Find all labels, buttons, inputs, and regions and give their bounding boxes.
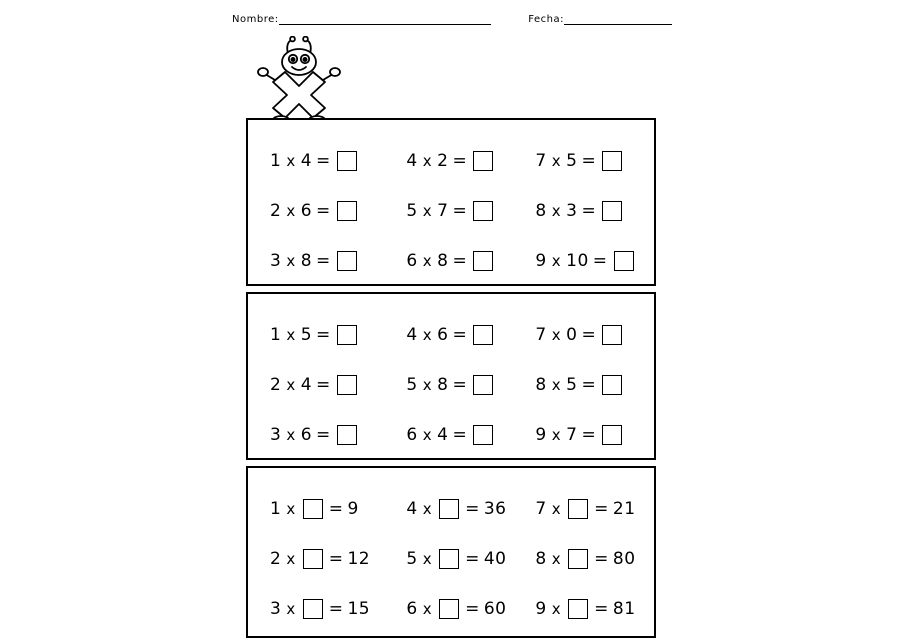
problem-cell[interactable] — [533, 549, 644, 569]
problem-box-2 — [246, 292, 656, 460]
operand-right: 6 — [437, 325, 449, 345]
operand-left: 7 — [535, 499, 547, 519]
operand-left: 4 — [406, 325, 418, 345]
times-symbol: x — [551, 152, 562, 170]
operand-right: 8 — [437, 251, 449, 271]
answer-box[interactable] — [337, 201, 357, 221]
equals-symbol: = — [581, 425, 597, 445]
operand-right: 10 — [566, 251, 589, 271]
problem-cell[interactable] — [258, 151, 404, 171]
times-symbol: x — [286, 202, 296, 220]
worksheet-header — [232, 14, 672, 25]
problem-cell[interactable] — [533, 251, 644, 271]
times-symbol: x — [422, 326, 433, 344]
equals-symbol: = — [316, 325, 331, 345]
problem-cell[interactable] — [258, 425, 404, 445]
answer-box[interactable] — [473, 375, 493, 395]
operand-right: 0 — [566, 325, 578, 345]
equals-symbol: = — [452, 251, 468, 271]
operand-left: 2 — [270, 201, 282, 221]
operand-left: 6 — [406, 251, 418, 271]
times-symbol: x — [286, 376, 296, 394]
times-symbol: x — [551, 550, 562, 568]
times-symbol: x — [422, 426, 433, 444]
product-value: 80 — [612, 549, 636, 569]
operand-left: 6 — [406, 599, 418, 619]
name-label: Nombre: — [232, 14, 279, 25]
problem-box-1 — [246, 118, 656, 286]
product-value: 36 — [483, 499, 507, 519]
answer-box[interactable] — [614, 251, 634, 271]
equals-symbol: = — [594, 549, 609, 569]
times-symbol: x — [286, 252, 296, 270]
name-write-line[interactable] — [279, 14, 491, 25]
operand-right: 3 — [566, 201, 578, 221]
operand-right: 6 — [300, 201, 313, 221]
product-value: 9 — [347, 499, 359, 519]
answer-box[interactable] — [337, 251, 357, 271]
problem-row — [258, 236, 644, 286]
operand-left: 9 — [535, 251, 547, 271]
problem-cell[interactable] — [258, 251, 404, 271]
equals-symbol: = — [581, 325, 597, 345]
missing-factor-box[interactable] — [568, 599, 588, 619]
times-symbol: x — [422, 550, 433, 568]
answer-box[interactable] — [602, 325, 622, 345]
problem-cell[interactable] — [404, 325, 533, 345]
operand-right: 8 — [437, 375, 449, 395]
equals-symbol: = — [581, 375, 597, 395]
times-symbol: x — [551, 326, 562, 344]
problem-cell[interactable] — [404, 549, 533, 569]
problem-row — [258, 534, 644, 584]
problem-cell[interactable] — [533, 201, 644, 221]
problem-cell[interactable] — [404, 599, 533, 619]
answer-box[interactable] — [337, 425, 357, 445]
equals-symbol: = — [316, 251, 331, 271]
times-symbol: x — [422, 202, 433, 220]
multiplication-sign-character-icon — [255, 36, 347, 122]
equals-symbol: = — [594, 499, 609, 519]
date-write-line[interactable] — [564, 14, 672, 25]
problem-cell[interactable] — [533, 375, 644, 395]
equals-symbol: = — [328, 599, 344, 619]
operand-right: 8 — [300, 251, 313, 271]
answer-box[interactable] — [337, 151, 357, 171]
operand-left: 1 — [270, 151, 282, 171]
product-value: 40 — [483, 549, 507, 569]
problem-cell[interactable] — [533, 425, 644, 445]
equals-symbol: = — [594, 599, 609, 619]
times-symbol: x — [422, 376, 433, 394]
answer-box[interactable] — [473, 151, 493, 171]
missing-factor-box[interactable] — [303, 549, 323, 569]
operand-left: 6 — [406, 425, 418, 445]
operand-left: 1 — [270, 499, 282, 519]
equals-symbol: = — [465, 599, 480, 619]
times-symbol: x — [286, 550, 296, 568]
problem-cell[interactable] — [404, 201, 533, 221]
operand-left: 8 — [535, 201, 547, 221]
operand-left: 5 — [406, 375, 418, 395]
answer-box[interactable] — [473, 251, 493, 271]
problem-row — [258, 584, 644, 634]
product-value: 15 — [347, 599, 371, 619]
problem-cell[interactable] — [533, 499, 644, 519]
times-symbol: x — [286, 152, 296, 170]
problem-row — [258, 186, 644, 236]
equals-symbol: = — [452, 375, 468, 395]
name-field[interactable] — [232, 14, 491, 25]
problem-box-3 — [246, 466, 656, 638]
missing-factor-box[interactable] — [439, 499, 459, 519]
problem-cell[interactable] — [404, 375, 533, 395]
missing-factor-box[interactable] — [568, 499, 588, 519]
problem-cell[interactable] — [404, 251, 533, 271]
equals-symbol: = — [581, 151, 597, 171]
operand-right: 2 — [437, 151, 449, 171]
times-symbol: x — [286, 326, 296, 344]
equals-symbol: = — [452, 151, 468, 171]
problem-cell[interactable] — [258, 599, 404, 619]
product-value: 12 — [347, 549, 371, 569]
problem-cell[interactable] — [404, 151, 533, 171]
answer-box[interactable] — [473, 201, 493, 221]
answer-box[interactable] — [602, 201, 622, 221]
times-symbol: x — [286, 600, 296, 618]
problem-row — [258, 484, 644, 534]
operand-right: 4 — [300, 151, 313, 171]
operand-right: 7 — [437, 201, 449, 221]
operand-left: 5 — [406, 549, 418, 569]
times-symbol: x — [551, 500, 562, 518]
operand-left: 4 — [406, 151, 418, 171]
operand-left: 4 — [406, 499, 418, 519]
product-value: 21 — [612, 499, 636, 519]
times-symbol: x — [422, 600, 433, 618]
problem-cell[interactable] — [258, 201, 404, 221]
answer-box[interactable] — [337, 375, 357, 395]
problem-cell[interactable] — [258, 375, 404, 395]
problem-cell[interactable] — [533, 599, 644, 619]
answer-box[interactable] — [473, 325, 493, 345]
equals-symbol: = — [452, 201, 468, 221]
operand-right: 5 — [566, 375, 578, 395]
times-symbol: x — [551, 376, 562, 394]
problem-cell[interactable] — [533, 325, 644, 345]
equals-symbol: = — [316, 375, 331, 395]
equals-symbol: = — [328, 499, 344, 519]
operand-right: 4 — [300, 375, 313, 395]
times-symbol: x — [422, 500, 433, 518]
missing-factor-box[interactable] — [568, 549, 588, 569]
operand-right: 6 — [300, 425, 313, 445]
problem-row — [258, 410, 644, 460]
operand-left: 5 — [406, 201, 418, 221]
operand-left: 2 — [270, 375, 282, 395]
equals-symbol: = — [452, 425, 468, 445]
date-field[interactable] — [528, 14, 672, 25]
problem-row — [258, 310, 644, 360]
equals-symbol: = — [452, 325, 468, 345]
problem-boxes — [246, 118, 656, 644]
operand-right: 5 — [300, 325, 313, 345]
product-value: 81 — [612, 599, 636, 619]
times-symbol: x — [551, 202, 562, 220]
operand-left: 3 — [270, 599, 282, 619]
date-label: Fecha: — [528, 14, 564, 25]
operand-left: 3 — [270, 425, 282, 445]
operand-left: 2 — [270, 549, 282, 569]
equals-symbol: = — [592, 251, 608, 271]
times-symbol: x — [551, 426, 562, 444]
operand-left: 8 — [535, 549, 547, 569]
problem-cell[interactable] — [258, 549, 404, 569]
operand-left: 1 — [270, 325, 282, 345]
times-symbol: x — [286, 426, 296, 444]
problem-row — [258, 360, 644, 410]
operand-right: 5 — [566, 151, 578, 171]
operand-left: 3 — [270, 251, 282, 271]
problem-cell[interactable] — [404, 425, 533, 445]
times-symbol: x — [422, 252, 433, 270]
problem-cell[interactable] — [533, 151, 644, 171]
operand-left: 9 — [535, 599, 547, 619]
answer-box[interactable] — [602, 425, 622, 445]
operand-left: 7 — [535, 151, 547, 171]
operand-right: 4 — [437, 425, 449, 445]
problem-row — [258, 136, 644, 186]
missing-factor-box[interactable] — [439, 549, 459, 569]
answer-box[interactable] — [337, 325, 357, 345]
equals-symbol: = — [316, 201, 331, 221]
answer-box[interactable] — [473, 425, 493, 445]
times-symbol: x — [551, 600, 562, 618]
problem-cell[interactable] — [258, 325, 404, 345]
equals-symbol: = — [316, 425, 331, 445]
operand-right: 7 — [566, 425, 578, 445]
product-value: 60 — [483, 599, 507, 619]
equals-symbol: = — [581, 201, 597, 221]
equals-symbol: = — [328, 549, 344, 569]
times-symbol: x — [551, 252, 562, 270]
answer-box[interactable] — [602, 375, 622, 395]
answer-box[interactable] — [602, 151, 622, 171]
missing-factor-box[interactable] — [303, 599, 323, 619]
equals-symbol: = — [465, 499, 480, 519]
equals-symbol: = — [465, 549, 480, 569]
operand-left: 8 — [535, 375, 547, 395]
problem-cell[interactable] — [258, 499, 404, 519]
times-symbol: x — [286, 500, 296, 518]
operand-left: 9 — [535, 425, 547, 445]
times-symbol: x — [422, 152, 433, 170]
equals-symbol: = — [316, 151, 331, 171]
missing-factor-box[interactable] — [439, 599, 459, 619]
problem-cell[interactable] — [404, 499, 533, 519]
missing-factor-box[interactable] — [303, 499, 323, 519]
operand-left: 7 — [535, 325, 547, 345]
